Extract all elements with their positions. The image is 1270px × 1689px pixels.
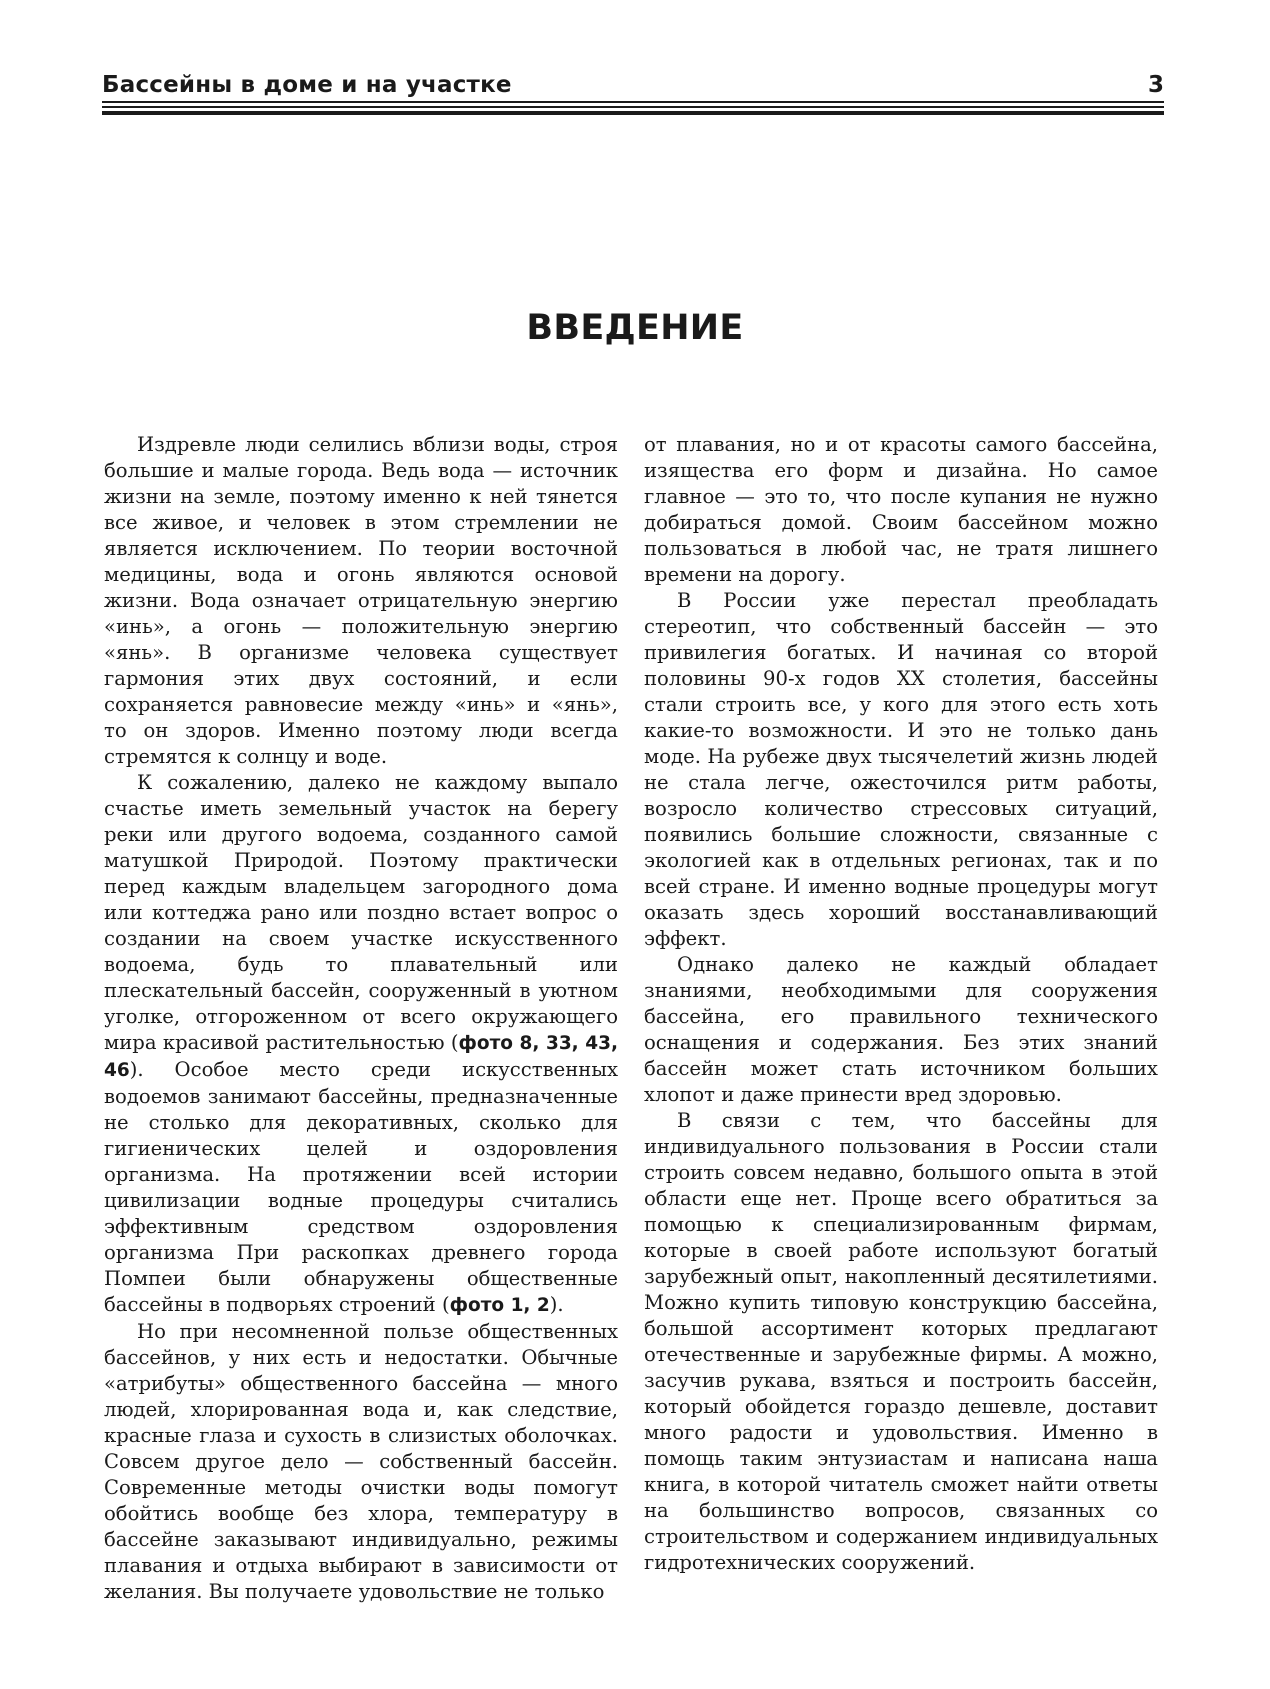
header-rule [102,111,1164,115]
photo-reference: фото 8, 33, 43, 46 [104,1033,618,1081]
paragraph: Издревле люди селились вблизи воды, строя большие и малые города. Ведь вода — источник жизни на земле, поэтому именно к ней тянется все живое, и человек в этом стремлении не является исключением. По теории восточной медицины, вода и огонь являются основой жизни. Вода означает отрицательную энергию «инь», а огонь — положительную энергию «янь». В организме человека существует гармония этих двух состояний, и если сохраняется равновесие между «инь» и «янь», то он здоров. Именно поэтому люди всегда стремятся к солнцу и воде. [104,433,618,768]
running-title: Бассейны в доме и на участке [102,72,512,98]
paragraph-text: ). Особое место среди искусственных водоемов занимают бассейны, предназначенные не столько для декоративных, сколько для гигиенических целей и оздоровления организма. На протяжении всей истории цивилизации водные процедуры считались эффективным средством оздоровления организма При раскопках древнего города Помпеи были обнаружены общественные бассейны в подворьях строений ( [104,1058,618,1316]
text-column-left [104,432,618,1605]
header-rule [102,101,1164,103]
paragraph-text: ). [549,1293,564,1316]
paragraph: Однако далеко не каждый обладает знаниями, необходимыми для сооружения бассейна, его правильного технического оснащения и содержания. Без этих знаний бассейн может стать источником больших хлопот и даже принести вред здоровью. [644,953,1158,1106]
text-column-right [644,432,1158,1576]
paragraph-continuation: от плавания, но и от красоты самого бассейна, изящества его форм и дизайна. Но самое главное — это то, что после купания не нужно добираться домой. Своим бассейном можно пользоваться в любой час, не тратя лишнего времени на дорогу. [644,433,1158,586]
paragraph-text: К сожалению, далеко не каждому выпало счастье иметь земельный участок на берегу реки или другого водоема, созданного самой матушкой Природой. Поэтому практически перед каждым владельцем загородного дома или коттеджа рано или поздно встает вопрос о создании на своем участке искусственного водоема, будь то плавательный или плескательный бассейн, сооруженный в уютном уголке, отгороженном от всего окружающего мира красивой растительностью ( [104,771,618,1054]
header-rule [102,106,1164,108]
photo-reference: фото 1, 2 [449,1295,550,1316]
paragraph: В связи с тем, что бассейны для индивидуального пользования в России стали строить совсем недавно, большого опыта в этой области еще нет. Проще всего обратиться за помощью к специализированным фирмам, которые в своей работе используют богатый зарубежный опыт, накопленный десятилетиями. Можно купить типовую конструкцию бассейна, большой ассортимент которых предлагают отечественные и зарубежные фирмы. А можно, засучив рукава, взяться и построить бассейн, который обойдется гораздо дешевле, доставит много радости и удовольствия. Именно в помощь таким энтузиастам и написана наша книга, в которой читатель сможет найти ответы на большинство вопросов, связанных со строительством и содержанием индивидуальных гидротехнических сооружений. [644,1109,1158,1574]
paragraph: Но при несомненной пользе общественных бассейнов, у них есть и недостатки. Обычные «атрибуты» общественного бассейна — много людей, хлорированная вода и, как следствие, красные глаза и сухость в слизистых оболочках. Совсем другое дело — собственный бассейн. Современные методы очистки воды помогут обойтись вообще без хлора, температуру в бассейне заказывают индивидуально, режимы плавания и отдыха выбирают в зависимости от желания. Вы получаете удовольствие не только [104,1320,618,1603]
chapter-title: ВВЕДЕНИЕ [526,308,744,348]
paragraph: В России уже перестал преобладать стереотип, что собственный бассейн — это привилегия богатых. И начиная со второй половины 90-х годов XX столетия, бассейны стали строить все, у кого для этого есть хоть какие-то возможности. И это не только дань моде. На рубеже двух тысячелетий жизнь людей не стала легче, ожесточился ритм работы, возросло количество стрессовых ситуаций, появились большие сложности, связанные с экологией как в отдельных регионах, так и по всей стране. И именно водные процедуры могут оказать здесь хороший восстанавливающий эффект. [644,589,1158,950]
paragraph [104,770,618,1319]
running-header [102,70,1164,100]
page-number: 3 [1147,72,1164,98]
